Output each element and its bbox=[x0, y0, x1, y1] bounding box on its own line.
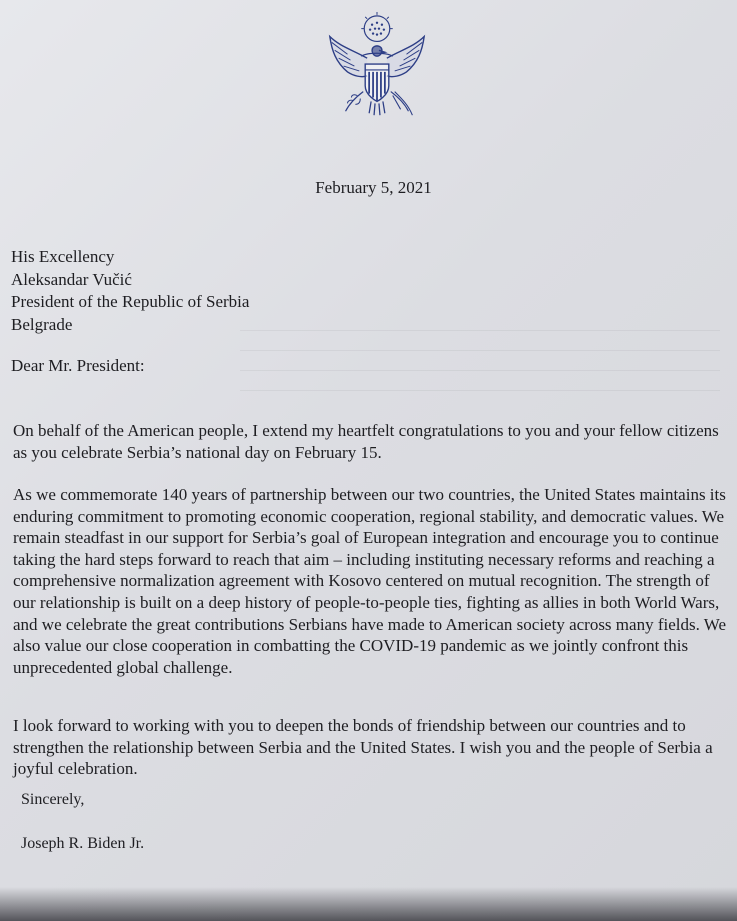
body-paragraph-3: I look forward to working with you to deepen the bonds of friendship between our countries and to strengthen the relationship between Serbia and the United States. I wish you and the people of Serbia a joyful celebration. bbox=[13, 716, 713, 779]
closing: Sincerely, bbox=[21, 791, 85, 808]
recipient-title: President of the Republic of Serbia bbox=[11, 292, 250, 311]
body-paragraph-1: On behalf of the American people, I extend my heartfelt congratulations to you and your fellow citizens as you celebrate Serbia’s national day on February 15. bbox=[13, 421, 719, 462]
letter-date: February 5, 2021 bbox=[315, 178, 432, 197]
signature-name: Joseph R. Biden Jr. bbox=[21, 835, 145, 852]
recipient-name: Aleksandar Vučić bbox=[11, 269, 132, 289]
background-artifact bbox=[240, 330, 720, 400]
recipient-address bbox=[11, 246, 249, 336]
recipient-city: Belgrade bbox=[11, 314, 73, 334]
body-paragraph-2: As we commemorate 140 years of partnership between our two countries, the United States maintains its enduring commitment to promoting economic cooperation, regional stability, and democratic values. We remain steadfast in our support for Serbia’s goal of European integration and encourage you to continue taking the hard steps forward to reach that aim – including instituting necessary reforms and reaching a comprehensive normalization agreement with Kosovo centered on mutual recognition. The strength of our relationship is built on a deep history of people-to-people ties, fighting as allies in both World Wars, and we celebrate the great contributions Serbians have made to American society across many fields. We also value our close cooperation in combatting the COVID-19 pandemic as we jointly confront this unprecedented global challenge. bbox=[13, 485, 727, 677]
salutation: Dear Mr. President: bbox=[11, 356, 145, 375]
recipient-honorific: His Excellency bbox=[11, 247, 115, 266]
great-seal-eagle-icon bbox=[318, 6, 436, 130]
